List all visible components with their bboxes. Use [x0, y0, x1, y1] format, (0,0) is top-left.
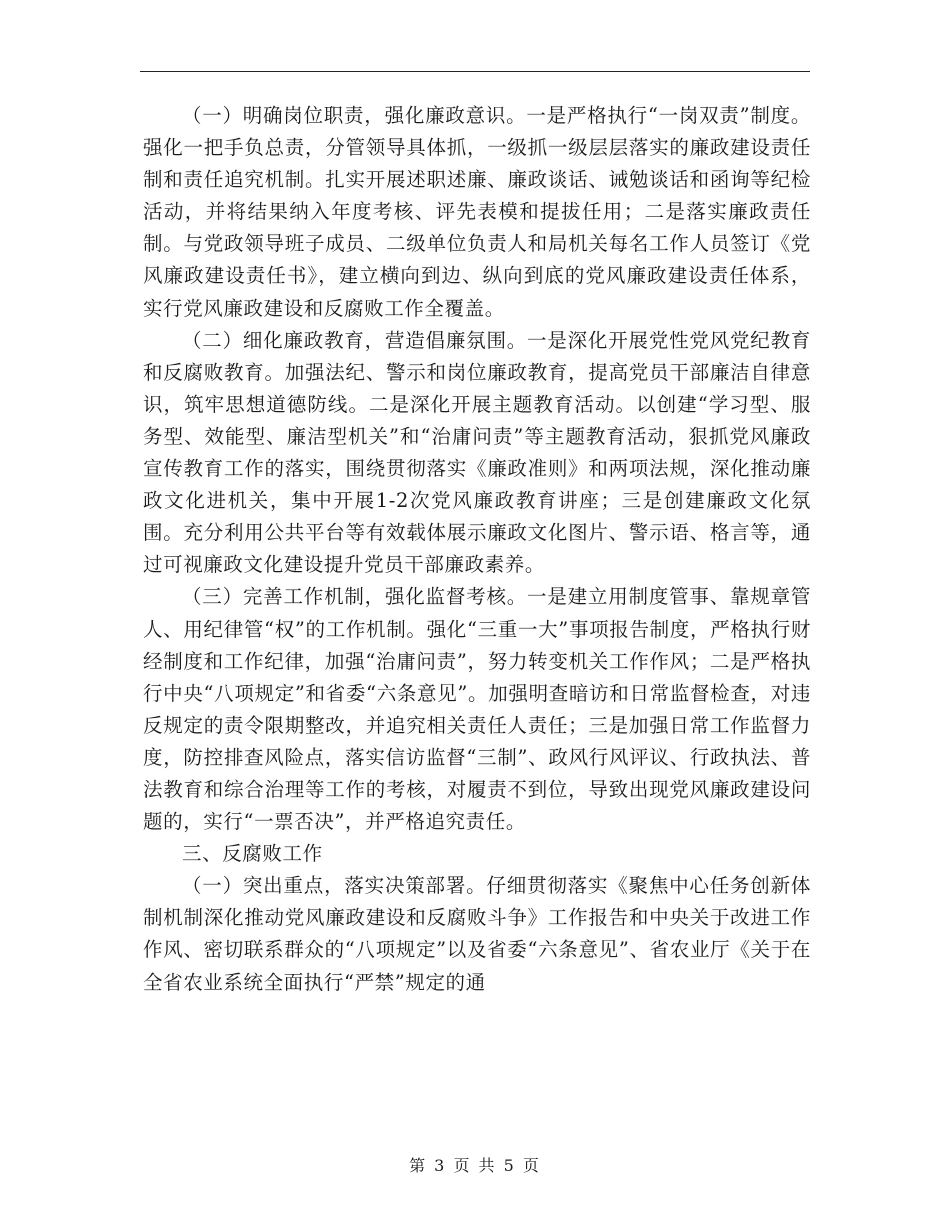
paragraph-supervision: （三）完善工作机制，强化监督考核。一是建立用制度管事、靠规章管人、用纪律管“权”的工作机制。强化“三重一大”事项报告制度，严格执行财经制度和工作纪律，加强“治庸问责”，努力转变机关工作作风；二是严格执行中央“八项规定”和省委“六条意见”。加强明查暗访和日常监督检查，对违反规定的责令限期整改，并追究相关责任人责任；三是加强日常工作监督力度，防控排查风险点，落实信访监督“三制”、政风行风评议、行政执法、普法教育和综合治理等工作的考核，对履责不到位，导致出现党风廉政建设问题的，实行“一票否决”，并严格追究责任。 — [143, 585, 811, 834]
page-number-footer: 第 3 页 共 5 页 — [409, 1156, 541, 1175]
paragraph-responsibility: （一）明确岗位职责，强化廉政意识。一是严格执行“一岗双责”制度。强化一把手负总责，分管领导具体抓，一级抓一级层层落实的廉政建设责任制和责任追究机制。扎实开展述职述廉、廉政谈话、诫勉谈话和函询等纪检活动，并将结果纳入年度考核、评先表模和提拔任用；二是落实廉政责任制。与党政领导班子成员、二级单位负责人和局机关每名工作人员签订《党风廉政建设责任书》，建立横向到边、纵向到底的党风廉政建设责任体系，实行党风廉政建设和反腐败工作全覆盖。 — [143, 104, 811, 320]
header-rule — [140, 71, 810, 72]
paragraph-education: （二）细化廉政教育，营造倡廉氛围。一是深化开展党性党风党纪教育和反腐败教育。加强法纪、警示和岗位廉政教育，提高党员干部廉洁自律意识，筑牢思想道德防线。二是深化开展主题教育活动。以创建“学习型、服务型、效能型、廉洁型机关”和“治庸问责”等主题教育活动，狠抓党风廉政宣传教育工作的落实，围绕贯彻落实《廉政准则》和两项法规，深化推动廉政文化进机关，集中开展1-2次党风廉政教育讲座；三是创建廉政文化氛围。充分利用公共平台等有效载体展示廉政文化图片、警示语、格言等，通过可视廉政文化建设提升党员干部廉政素养。 — [143, 328, 811, 577]
paragraph-key-points: （一）突出重点，落实决策部署。仔细贯彻落实《聚焦中心任务创新体制机制深化推动党风廉政建设和反腐败斗争》工作报告和中央关于改进工作作风、密切联系群众的“八项规定”以及省委“六条意见”、省农业厅《关于在全省农业系统全面执行“严禁”规定的通 — [143, 874, 811, 994]
section-heading: 三、反腐败工作 — [182, 842, 323, 866]
document-body — [143, 100, 811, 999]
